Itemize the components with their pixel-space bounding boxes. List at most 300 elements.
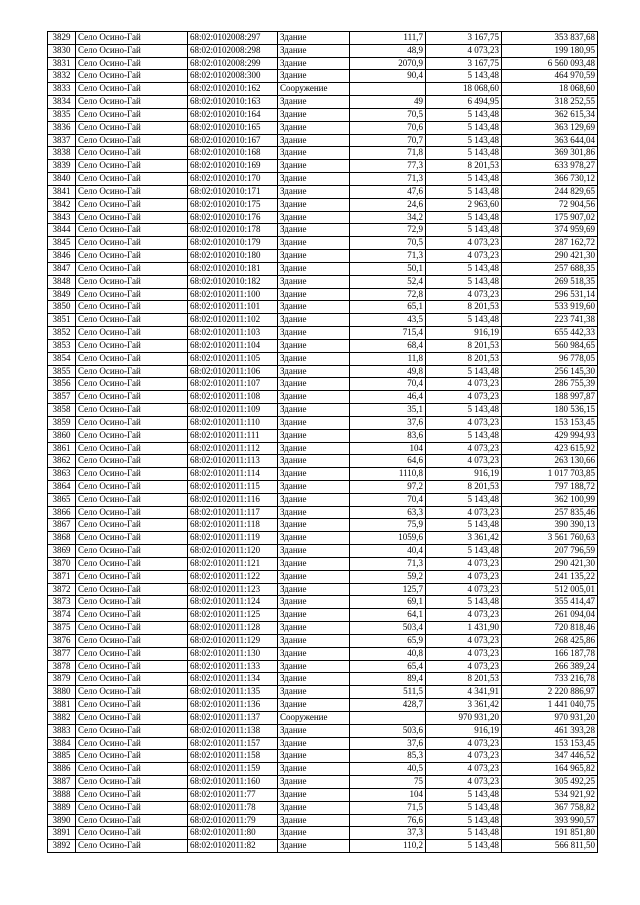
row-number-cell: 3871 (48, 570, 76, 583)
cadastral-value-cell: 797 188,72 (502, 480, 598, 493)
object-type-cell: Здание (278, 827, 350, 840)
object-type-cell: Здание (278, 108, 350, 121)
cadastral-number-cell: 68:02:0102011:101 (188, 301, 278, 314)
table-row (48, 480, 598, 493)
area-cell: 46,4 (350, 391, 426, 404)
cadastral-value-cell: 257 688,35 (502, 262, 598, 275)
cadastral-number-cell: 68:02:0102011:106 (188, 365, 278, 378)
row-number-cell: 3851 (48, 314, 76, 327)
cadastral-number-cell: 68:02:0102010:175 (188, 198, 278, 211)
object-type-cell: Здание (278, 724, 350, 737)
object-type-cell: Сооружение (278, 711, 350, 724)
table-row (48, 250, 598, 263)
locality-cell: Село Осино-Гай (76, 622, 188, 635)
object-type-cell: Здание (278, 622, 350, 635)
row-number-cell: 3837 (48, 134, 76, 147)
unit-value-cell: 4 073,23 (426, 583, 502, 596)
table-row (48, 173, 598, 186)
unit-value-cell: 916,19 (426, 724, 502, 737)
cadastral-value-cell: 633 978,27 (502, 160, 598, 173)
row-number-cell: 3872 (48, 583, 76, 596)
locality-cell: Село Осино-Гай (76, 737, 188, 750)
area-cell: 111,7 (350, 32, 426, 45)
locality-cell: Село Осино-Гай (76, 647, 188, 660)
cadastral-number-cell: 68:02:0102011:82 (188, 840, 278, 853)
table-row (48, 750, 598, 763)
table-row (48, 70, 598, 83)
cadastral-number-cell: 68:02:0102010:182 (188, 275, 278, 288)
table-row (48, 378, 598, 391)
object-type-cell: Здание (278, 480, 350, 493)
locality-cell: Село Осино-Гай (76, 237, 188, 250)
area-cell: 90,4 (350, 70, 426, 83)
table-row (48, 57, 598, 70)
row-number-cell: 3891 (48, 827, 76, 840)
cadastral-number-cell: 68:02:0102011:116 (188, 493, 278, 506)
cadastral-number-cell: 68:02:0102011:111 (188, 429, 278, 442)
cadastral-value-cell: 733 216,78 (502, 673, 598, 686)
locality-cell: Село Осино-Гай (76, 788, 188, 801)
object-type-cell: Здание (278, 211, 350, 224)
area-cell: 52,4 (350, 275, 426, 288)
locality-cell: Село Осино-Гай (76, 686, 188, 699)
object-type-cell: Здание (278, 404, 350, 417)
cadastral-value-cell: 256 145,30 (502, 365, 598, 378)
cadastral-value-cell: 390 390,13 (502, 519, 598, 532)
table-row (48, 686, 598, 699)
table-row (48, 301, 598, 314)
locality-cell: Село Осино-Гай (76, 288, 188, 301)
locality-cell: Село Осино-Гай (76, 840, 188, 853)
row-number-cell: 3829 (48, 32, 76, 45)
row-number-cell: 3841 (48, 185, 76, 198)
table-row (48, 570, 598, 583)
locality-cell: Село Осино-Гай (76, 32, 188, 45)
locality-cell: Село Осино-Гай (76, 583, 188, 596)
document-page (47, 31, 598, 853)
object-type-cell: Здание (278, 750, 350, 763)
table-row (48, 519, 598, 532)
cadastral-number-cell: 68:02:0102011:121 (188, 557, 278, 570)
row-number-cell: 3888 (48, 788, 76, 801)
row-number-cell: 3892 (48, 840, 76, 853)
cadastral-number-cell: 68:02:0102011:100 (188, 288, 278, 301)
unit-value-cell: 3 167,75 (426, 32, 502, 45)
area-cell: 11,8 (350, 352, 426, 365)
table-row (48, 506, 598, 519)
unit-value-cell: 5 143,48 (426, 519, 502, 532)
area-cell: 47,6 (350, 185, 426, 198)
area-cell: 1110,8 (350, 468, 426, 481)
unit-value-cell: 5 143,48 (426, 108, 502, 121)
row-number-cell: 3847 (48, 262, 76, 275)
unit-value-cell: 4 073,23 (426, 391, 502, 404)
cadastral-value-cell: 355 414,47 (502, 596, 598, 609)
cadastral-number-cell: 68:02:0102011:107 (188, 378, 278, 391)
object-type-cell: Здание (278, 416, 350, 429)
unit-value-cell: 5 143,48 (426, 429, 502, 442)
object-type-cell: Здание (278, 814, 350, 827)
cadastral-number-cell: 68:02:0102011:123 (188, 583, 278, 596)
area-cell: 71,3 (350, 173, 426, 186)
table-row (48, 83, 598, 96)
object-type-cell: Здание (278, 134, 350, 147)
table-row (48, 237, 598, 250)
cadastral-number-cell: 68:02:0102011:159 (188, 763, 278, 776)
cadastral-value-cell: 970 931,20 (502, 711, 598, 724)
object-type-cell: Здание (278, 44, 350, 57)
row-number-cell: 3850 (48, 301, 76, 314)
row-number-cell: 3886 (48, 763, 76, 776)
object-type-cell: Здание (278, 224, 350, 237)
unit-value-cell: 3 361,42 (426, 699, 502, 712)
unit-value-cell: 916,19 (426, 327, 502, 340)
locality-cell: Село Осино-Гай (76, 250, 188, 263)
locality-cell: Село Осино-Гай (76, 147, 188, 160)
table-row (48, 814, 598, 827)
unit-value-cell: 5 143,48 (426, 788, 502, 801)
area-cell: 48,9 (350, 44, 426, 57)
locality-cell: Село Осино-Гай (76, 378, 188, 391)
table-row (48, 429, 598, 442)
row-number-cell: 3879 (48, 673, 76, 686)
object-type-cell: Здание (278, 776, 350, 789)
object-type-cell: Здание (278, 70, 350, 83)
unit-value-cell: 5 143,48 (426, 134, 502, 147)
unit-value-cell: 4 073,23 (426, 237, 502, 250)
object-type-cell: Здание (278, 32, 350, 45)
locality-cell: Село Осино-Гай (76, 134, 188, 147)
unit-value-cell: 8 201,53 (426, 301, 502, 314)
cadastral-value-cell: 353 837,68 (502, 32, 598, 45)
locality-cell: Село Осино-Гай (76, 506, 188, 519)
row-number-cell: 3835 (48, 108, 76, 121)
row-number-cell: 3848 (48, 275, 76, 288)
area-cell: 511,5 (350, 686, 426, 699)
cadastral-number-cell: 68:02:0102011:125 (188, 609, 278, 622)
row-number-cell: 3853 (48, 339, 76, 352)
unit-value-cell: 5 143,48 (426, 262, 502, 275)
cadastral-number-cell: 68:02:0102011:108 (188, 391, 278, 404)
locality-cell: Село Осино-Гай (76, 198, 188, 211)
area-cell: 83,6 (350, 429, 426, 442)
object-type-cell: Здание (278, 262, 350, 275)
table-row (48, 545, 598, 558)
cadastral-value-cell: 199 180,95 (502, 44, 598, 57)
cadastral-value-cell: 367 758,82 (502, 801, 598, 814)
locality-cell: Село Осино-Гай (76, 185, 188, 198)
cadastral-number-cell: 68:02:0102011:109 (188, 404, 278, 417)
unit-value-cell: 3 361,42 (426, 532, 502, 545)
area-cell: 72,8 (350, 288, 426, 301)
table-row (48, 314, 598, 327)
cadastral-value-cell: 191 851,80 (502, 827, 598, 840)
cadastral-value-cell: 175 907,02 (502, 211, 598, 224)
object-type-cell: Здание (278, 327, 350, 340)
cadastral-number-cell: 68:02:0102011:117 (188, 506, 278, 519)
cadastral-number-cell: 68:02:0102011:158 (188, 750, 278, 763)
unit-value-cell: 4 073,23 (426, 647, 502, 660)
table-row (48, 442, 598, 455)
locality-cell: Село Осино-Гай (76, 634, 188, 647)
locality-cell: Село Осино-Гай (76, 750, 188, 763)
area-cell: 76,6 (350, 814, 426, 827)
locality-cell: Село Осино-Гай (76, 519, 188, 532)
unit-value-cell: 5 143,48 (426, 801, 502, 814)
area-cell: 70,7 (350, 134, 426, 147)
locality-cell: Село Осино-Гай (76, 96, 188, 109)
area-cell: 110,2 (350, 840, 426, 853)
cadastral-value-cell: 96 778,05 (502, 352, 598, 365)
area-cell: 72,9 (350, 224, 426, 237)
cadastral-value-cell: 180 536,15 (502, 404, 598, 417)
table-row (48, 776, 598, 789)
unit-value-cell: 5 143,48 (426, 814, 502, 827)
row-number-cell: 3866 (48, 506, 76, 519)
table-row (48, 634, 598, 647)
cadastral-value-cell: 369 301,86 (502, 147, 598, 160)
table-row (48, 493, 598, 506)
locality-cell: Село Осино-Гай (76, 275, 188, 288)
cadastral-value-cell: 153 153,45 (502, 416, 598, 429)
object-type-cell: Здание (278, 737, 350, 750)
row-number-cell: 3890 (48, 814, 76, 827)
object-type-cell: Здание (278, 378, 350, 391)
table-row (48, 211, 598, 224)
table-row (48, 763, 598, 776)
table-row (48, 660, 598, 673)
area-cell: 428,7 (350, 699, 426, 712)
locality-cell: Село Осино-Гай (76, 724, 188, 737)
cadastral-number-cell: 68:02:0102011:113 (188, 455, 278, 468)
row-number-cell: 3885 (48, 750, 76, 763)
object-type-cell: Здание (278, 647, 350, 660)
area-cell: 49 (350, 96, 426, 109)
cadastral-number-cell: 68:02:0102011:122 (188, 570, 278, 583)
unit-value-cell: 2 963,60 (426, 198, 502, 211)
area-cell: 64,6 (350, 455, 426, 468)
object-type-cell: Здание (278, 185, 350, 198)
area-cell: 43,5 (350, 314, 426, 327)
unit-value-cell: 4 073,23 (426, 442, 502, 455)
cadastral-value-cell: 655 442,33 (502, 327, 598, 340)
cadastral-number-cell: 68:02:0102011:130 (188, 647, 278, 660)
table-row (48, 699, 598, 712)
unit-value-cell: 8 201,53 (426, 480, 502, 493)
object-type-cell: Здание (278, 660, 350, 673)
row-number-cell: 3865 (48, 493, 76, 506)
cadastral-value-cell: 534 921,92 (502, 788, 598, 801)
table-row (48, 44, 598, 57)
locality-cell: Село Осино-Гай (76, 365, 188, 378)
cadastral-value-cell: 241 135,22 (502, 570, 598, 583)
cadastral-number-cell: 68:02:0102011:80 (188, 827, 278, 840)
area-cell: 64,1 (350, 609, 426, 622)
area-cell: 65,4 (350, 660, 426, 673)
row-number-cell: 3881 (48, 699, 76, 712)
area-cell: 71,5 (350, 801, 426, 814)
object-type-cell: Здание (278, 455, 350, 468)
object-type-cell: Здание (278, 570, 350, 583)
cadastral-number-cell: 68:02:0102010:179 (188, 237, 278, 250)
table-row (48, 275, 598, 288)
cadastral-value-table (47, 31, 598, 853)
cadastral-number-cell: 68:02:0102010:171 (188, 185, 278, 198)
table-row (48, 391, 598, 404)
cadastral-value-cell: 305 492,25 (502, 776, 598, 789)
cadastral-value-cell: 188 997,87 (502, 391, 598, 404)
object-type-cell: Здание (278, 840, 350, 853)
unit-value-cell: 4 073,23 (426, 609, 502, 622)
unit-value-cell: 4 073,23 (426, 750, 502, 763)
area-cell: 68,4 (350, 339, 426, 352)
cadastral-number-cell: 68:02:0102011:136 (188, 699, 278, 712)
row-number-cell: 3884 (48, 737, 76, 750)
row-number-cell: 3831 (48, 57, 76, 70)
table-row (48, 647, 598, 660)
table-row (48, 724, 598, 737)
unit-value-cell: 5 143,48 (426, 147, 502, 160)
row-number-cell: 3860 (48, 429, 76, 442)
table-row (48, 365, 598, 378)
area-cell: 63,3 (350, 506, 426, 519)
locality-cell: Село Осино-Гай (76, 711, 188, 724)
area-cell (350, 83, 426, 96)
unit-value-cell: 8 201,53 (426, 339, 502, 352)
unit-value-cell: 916,19 (426, 468, 502, 481)
object-type-cell: Здание (278, 250, 350, 263)
object-type-cell: Здание (278, 288, 350, 301)
table-row (48, 352, 598, 365)
area-cell: 125,7 (350, 583, 426, 596)
object-type-cell: Здание (278, 609, 350, 622)
object-type-cell: Здание (278, 57, 350, 70)
locality-cell: Село Осино-Гай (76, 121, 188, 134)
cadastral-number-cell: 68:02:0102011:124 (188, 596, 278, 609)
cadastral-number-cell: 68:02:0102010:170 (188, 173, 278, 186)
unit-value-cell: 4 073,23 (426, 737, 502, 750)
table-row (48, 108, 598, 121)
table-row (48, 788, 598, 801)
unit-value-cell: 5 143,48 (426, 70, 502, 83)
row-number-cell: 3855 (48, 365, 76, 378)
area-cell: 49,8 (350, 365, 426, 378)
row-number-cell: 3852 (48, 327, 76, 340)
row-number-cell: 3844 (48, 224, 76, 237)
row-number-cell: 3870 (48, 557, 76, 570)
object-type-cell: Здание (278, 532, 350, 545)
unit-value-cell: 5 143,48 (426, 493, 502, 506)
object-type-cell: Здание (278, 173, 350, 186)
area-cell: 503,4 (350, 622, 426, 635)
cadastral-value-cell: 287 162,72 (502, 237, 598, 250)
unit-value-cell: 5 143,48 (426, 185, 502, 198)
locality-cell: Село Осино-Гай (76, 404, 188, 417)
cadastral-number-cell: 68:02:0102011:160 (188, 776, 278, 789)
unit-value-cell: 4 073,23 (426, 288, 502, 301)
row-number-cell: 3887 (48, 776, 76, 789)
table-row (48, 416, 598, 429)
object-type-cell: Здание (278, 301, 350, 314)
cadastral-value-cell: 423 615,92 (502, 442, 598, 455)
unit-value-cell: 1 431,90 (426, 622, 502, 635)
cadastral-value-cell: 266 389,24 (502, 660, 598, 673)
table-row (48, 185, 598, 198)
cadastral-number-cell: 68:02:0102011:128 (188, 622, 278, 635)
row-number-cell: 3861 (48, 442, 76, 455)
area-cell: 40,5 (350, 763, 426, 776)
cadastral-number-cell: 68:02:0102011:78 (188, 801, 278, 814)
unit-value-cell: 4 073,23 (426, 416, 502, 429)
object-type-cell: Здание (278, 275, 350, 288)
cadastral-value-cell: 153 153,45 (502, 737, 598, 750)
area-cell: 104 (350, 788, 426, 801)
locality-cell: Село Осино-Гай (76, 699, 188, 712)
area-cell: 70,4 (350, 378, 426, 391)
unit-value-cell: 4 341,91 (426, 686, 502, 699)
object-type-cell: Здание (278, 634, 350, 647)
row-number-cell: 3883 (48, 724, 76, 737)
object-type-cell: Здание (278, 237, 350, 250)
object-type-cell: Здание (278, 493, 350, 506)
row-number-cell: 3846 (48, 250, 76, 263)
locality-cell: Село Осино-Гай (76, 673, 188, 686)
cadastral-value-cell: 18 068,60 (502, 83, 598, 96)
table-body (48, 32, 598, 853)
row-number-cell: 3867 (48, 519, 76, 532)
cadastral-value-cell: 347 446,52 (502, 750, 598, 763)
cadastral-number-cell: 68:02:0102011:118 (188, 519, 278, 532)
area-cell: 75,9 (350, 519, 426, 532)
locality-cell: Село Осино-Гай (76, 827, 188, 840)
cadastral-value-cell: 720 818,46 (502, 622, 598, 635)
table-row (48, 339, 598, 352)
area-cell: 65,1 (350, 301, 426, 314)
object-type-cell: Здание (278, 699, 350, 712)
area-cell: 37,6 (350, 737, 426, 750)
cadastral-number-cell: 68:02:0102011:79 (188, 814, 278, 827)
row-number-cell: 3874 (48, 609, 76, 622)
locality-cell: Село Осино-Гай (76, 557, 188, 570)
table-row (48, 262, 598, 275)
cadastral-number-cell: 68:02:0102010:168 (188, 147, 278, 160)
area-cell: 2070,9 (350, 57, 426, 70)
object-type-cell: Здание (278, 160, 350, 173)
cadastral-value-cell: 560 984,65 (502, 339, 598, 352)
cadastral-number-cell: 68:02:0102008:299 (188, 57, 278, 70)
area-cell: 40,4 (350, 545, 426, 558)
area-cell: 1059,6 (350, 532, 426, 545)
table-row (48, 404, 598, 417)
locality-cell: Село Осино-Гай (76, 570, 188, 583)
cadastral-number-cell: 68:02:0102010:164 (188, 108, 278, 121)
cadastral-number-cell: 68:02:0102010:167 (188, 134, 278, 147)
table-row (48, 198, 598, 211)
locality-cell: Село Осино-Гай (76, 327, 188, 340)
row-number-cell: 3880 (48, 686, 76, 699)
row-number-cell: 3842 (48, 198, 76, 211)
cadastral-number-cell: 68:02:0102010:163 (188, 96, 278, 109)
cadastral-number-cell: 68:02:0102010:178 (188, 224, 278, 237)
area-cell: 70,5 (350, 237, 426, 250)
area-cell: 70,4 (350, 493, 426, 506)
cadastral-number-cell: 68:02:0102011:114 (188, 468, 278, 481)
row-number-cell: 3876 (48, 634, 76, 647)
unit-value-cell: 8 201,53 (426, 160, 502, 173)
locality-cell: Село Осино-Гай (76, 391, 188, 404)
cadastral-value-cell: 223 741,38 (502, 314, 598, 327)
object-type-cell: Здание (278, 673, 350, 686)
